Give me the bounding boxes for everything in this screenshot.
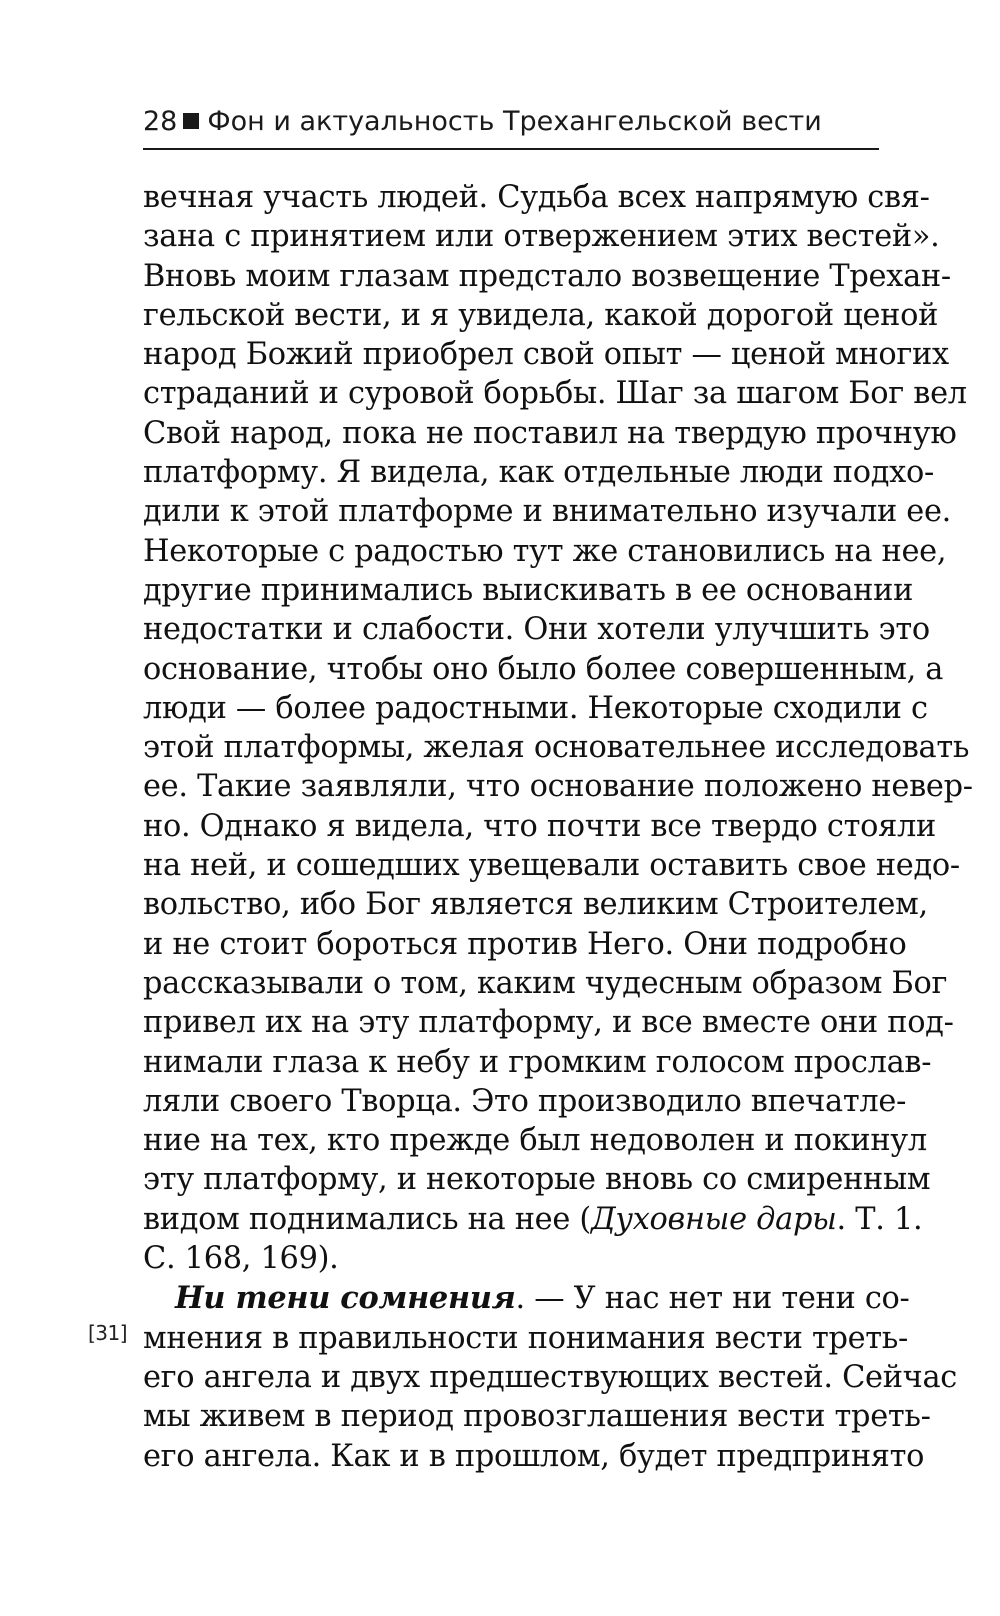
text-line: народ Божий приобрел свой опыт — ценой многих: [143, 337, 949, 373]
text-line: этой платформы, желая основательнее исследовать: [143, 730, 970, 766]
paragraph-2: [143, 1279, 958, 1475]
chapter-title: Фон и актуальность Трехангельской вести: [207, 106, 822, 137]
text-line: мы живем в период провозглашения вести треть-: [143, 1399, 931, 1435]
text-line-citation: [143, 1200, 923, 1239]
margin-page-reference: [31]: [88, 1321, 128, 1345]
text-line: ние на тех, кто прежде был недоволен и покинул: [143, 1123, 927, 1159]
text-line: Некоторые с радостью тут же становились на нее,: [143, 533, 947, 569]
text-line: основание, чтобы оно было более совершенным, а: [143, 651, 944, 687]
text-line: ее. Такие заявляли, что основание положено невер-: [143, 769, 973, 805]
text-line: Свой народ, пока не поставил на твердую прочную: [143, 415, 957, 451]
text-line-final: С. 168, 169).: [143, 1241, 339, 1277]
citation-volume: . Т. 1.: [836, 1201, 923, 1237]
text-line: привел их на эту платформу, и все вместе они под-: [143, 1005, 954, 1041]
text-line: на ней, и сошедших увещевали оставить свое недо-: [143, 848, 960, 884]
text-line: недостатки и слабости. Они хотели улучшить это: [143, 612, 930, 648]
text-line: и не стоит бороться против Него. Они подробно: [143, 926, 907, 962]
text-line: люди — более радостными. Некоторые сходили с: [143, 690, 928, 726]
text-line: страданий и суровой борьбы. Шаг за шагом Бог вел: [143, 376, 967, 412]
paragraph-heading: Ни тени сомнения: [175, 1280, 516, 1317]
text-line: его ангела. Как и в прошлом, будет предпринято: [143, 1438, 925, 1474]
text-line: мнения в правильности понимания вести треть-: [143, 1320, 909, 1356]
text-line: рассказывали о том, каким чудесным образом Бог: [143, 965, 948, 1001]
text-line: дили к этой платформе и внимательно изучали ее.: [143, 494, 952, 530]
text-line: вольство, ибо Бог является великим Строителем,: [143, 887, 928, 923]
text-line: Вновь моим глазам предстало возвещение Трехан-: [143, 258, 951, 294]
text-line: другие принимались выискивать в ее основании: [143, 572, 914, 608]
page-number: 28: [143, 106, 178, 137]
text-line: его ангела и двух предшествующих вестей. Сейчас: [143, 1359, 958, 1395]
heading-tail: . — У нас нет ни тени со-: [515, 1281, 910, 1317]
text-line: нимали глаза к небу и громким голосом прослав-: [143, 1044, 932, 1080]
text-line: зана с принятием или отвержением этих вестей».: [143, 219, 940, 255]
text-line: эту платформу, и некоторые вновь со смиренным: [143, 1162, 931, 1198]
black-square-icon: [183, 113, 199, 129]
paragraph-heading-line: [143, 1279, 910, 1318]
citation-lead: видом поднимались на нее (: [143, 1201, 591, 1237]
running-head: [143, 104, 879, 150]
citation-title: Духовные дары: [590, 1201, 837, 1237]
text-line: вечная участь людей. Судьба всех напрямую свя-: [143, 180, 930, 215]
text-line: но. Однако я видела, что почти все твердо стояли: [143, 808, 936, 844]
paragraph-1: [143, 178, 973, 1278]
text-line: гельской вести, и я увидела, какой дорогой ценой: [143, 297, 939, 333]
text-line: платформу. Я видела, как отдельные люди подхо-: [143, 455, 934, 491]
body-text: [143, 178, 973, 1476]
text-line: ляли своего Творца. Это производило впечатле-: [143, 1083, 907, 1119]
